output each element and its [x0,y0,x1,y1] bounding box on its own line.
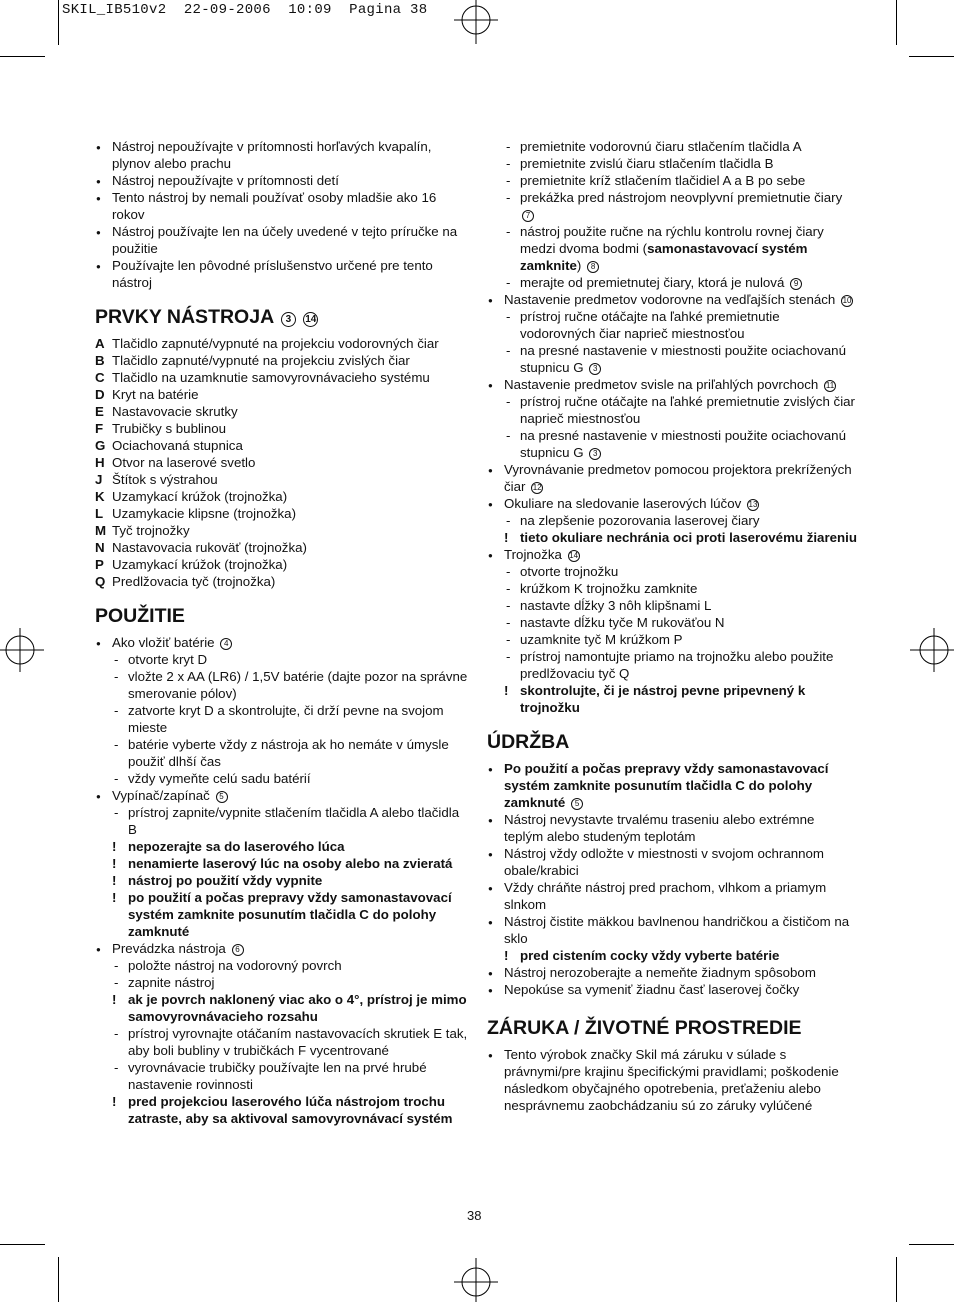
part-text: Kryt na batérie [112,387,199,402]
part-text: Uzamykacie klipsne (trojnožka) [112,506,297,521]
list-item: ● Nástroj vždy odložte v miestnosti v svojom ochrannom obale/krabici [487,845,857,879]
warning-item: ! pred projekciou laserového lúča nástrojom trochu zatraste, aby sa aktivoval samovyrovnávací systém [112,1094,453,1126]
warning-item: ! tieto okuliare nechránia oci proti laserovému žiareniu [504,530,857,545]
crop-mark [58,1257,59,1302]
sub-item: - prístroj ručne otáčajte na ľahké premietnutie zvislých čiar naprieč miestnosťou [506,394,855,426]
list-item: ● Ako vložiť batérie 4 [95,634,470,651]
ref-number: 6 [232,944,244,956]
sub-item: - položte nástroj na vodorovný povrch [114,958,342,973]
section-heading-parts: PRVKY NÁSTROJA 3 14 [95,306,317,328]
warning-item: ! po použití a počas prepravy vždy samonastavovací systém zamknite posunutím tlačidla C do polohy zamknuté [112,890,452,939]
sub-item: - prístroj zapnite/vypnite stlačením tlačidla A alebo tlačidla B [114,805,460,837]
sub-item: - prekážka pred nástrojom neovplyvní premietnutie čiary 7 [506,190,843,220]
list-item: ● Okuliare na sledovanie laserových lúčov 13 [487,495,857,512]
sub-item: - uzamknite tyč M krúžkom P [506,632,683,647]
parts-list-item [95,522,470,539]
part-letter: B [95,353,105,368]
parts-list-item [95,556,470,573]
part-text: Predlžovacia tyč (trojnožka) [112,574,276,589]
list-item: ● Vždy chráňte nástroj pred prachom, vlhkom a priamym slnkom [487,879,857,913]
registration-mark-icon [0,628,44,672]
ref-number: 3 [589,363,601,375]
ref-number: 10 [842,296,852,305]
list-item: ● Nepokúse sa vymeniť žiadnu časť laserovej čočky [487,981,857,998]
crop-mark [909,56,954,57]
warning-item: ! pred cistením cocky vždy vyberte batérie [504,948,780,963]
sub-item: - merajte od premietnutej čiary, ktorá je nulová 9 [487,274,857,291]
list-item: ● Nastavenie predmetov svisle na priľahlých povrchoch 11 [487,376,857,393]
crop-mark [0,1244,45,1245]
part-letter: K [95,489,105,504]
part-text: Otvor na laserové svetlo [112,455,256,470]
sub-item: - zapnite nástroj [114,975,215,990]
part-text: Tlačidlo zapnuté/vypnuté na projekciu vodorovných čiar [112,336,439,351]
parts-list-item [95,454,470,471]
sub-item: - prístroj ručne otáčajte na ľahké premietnutie vodorovných čiar naprieč miestnosťou [506,309,780,341]
part-letter: Q [95,574,106,589]
part-letter: A [95,336,105,351]
parts-list-item [95,335,470,352]
part-letter: F [95,421,104,436]
parts-list-item [95,369,470,386]
warning-item: ! nástroj po použití vždy vypnite [112,873,323,888]
part-text: Trubičky s bublinou [112,421,227,436]
list-item: ● Nástroj nerozoberajte a nemeňte žiadnym spôsobom [487,964,857,981]
part-text: Tyč trojnožky [112,523,190,538]
sub-item: - premietnite vodorovnú čiaru stlačením tlačidla A [506,139,802,154]
crop-mark [58,0,59,45]
sub-item: - prístroj namontujte priamo na trojnožku alebo použite predlžovaciu tyč Q [506,649,834,681]
parts-list-item [95,539,470,556]
printer-slug: SKIL_IB510v2 22-09-2006 10:09 Pagina 38 [62,2,428,18]
part-letter: N [95,540,105,555]
crop-mark [909,1244,954,1245]
ref-number: 3 [281,312,296,327]
registration-mark-icon [454,0,498,44]
sub-item: - premietnite kríž stlačením tlačidiel A a B po sebe [506,173,806,188]
part-letter: M [95,523,107,538]
sub-item: - prístroj vyrovnajte otáčaním nastavovacích skrutiek E tak, aby boli bubliny v trubičkách F vycentrované [114,1026,468,1058]
list-item: ● Nástroj čistite mäkkou bavlnenou handričkou a čističom na sklo [487,913,857,947]
parts-list-item [95,471,470,488]
parts-list-item [95,488,470,505]
list-item: ● Nástroj používajte len na účely uvedené v tejto príručke na použitie [95,223,470,257]
sub-item: - premietnite zvislú čiaru stlačením tlačidla B [506,156,774,171]
ref-number: 12 [532,483,542,492]
sub-item: - na presné nastavenie v miestnosti použite ociachovanú stupnicu G 3 [506,428,846,460]
sub-item: - nástroj použite ručne na rýchlu kontrolu rovnej čiary medzi dvoma bodmi (samonastavovací systém zamknite) 8 [506,224,824,273]
part-text: Uzamykací krúžok (trojnožka) [112,489,288,504]
sub-item: - vyrovnávacie trubičky používajte len na prvé hrubé nastavenie rovinnosti [114,1060,427,1092]
list-item: ● Nástroj nepoužívajte v prítomnosti detí [95,172,470,189]
sub-item: - otvorte trojnožku [506,564,619,579]
list-item: ● Nástroj nevystavte trvalému traseniu alebo extrémne teplým alebo studeným teplotám [487,811,857,845]
left-column [95,138,470,1127]
section-heading-use: POUŽITIE [95,605,185,627]
parts-list-item [95,437,470,454]
ref-number: 11 [825,381,835,390]
part-letter: C [95,370,105,385]
part-letter: H [95,455,105,470]
sub-item: - zatvorte kryt D a skontrolujte, či drží pevne na svojom mieste [114,703,444,735]
ref-number: 7 [522,210,534,222]
parts-list-item [95,386,470,403]
part-text: Nastavovacie skrutky [112,404,238,419]
crop-mark [896,0,897,45]
ref-number: 5 [216,791,228,803]
sub-item: - krúžkom K trojnožku zamknite [506,581,698,596]
list-item: ● Tento výrobok značky Skil má záruku v súlade s právnymi/pre krajinu špecifickými pravidlami; poškodenie následkom obyčajného opotrebenia, preťaženiu alebo nesprávnemu zaobchádzaniu sú zo záruky vylúčené [487,1046,857,1114]
ref-number: 5 [571,798,583,810]
list-item: ● Po použití a počas prepravy vždy samonastavovací systém zamknite posunutím tlačidla C do polohy zamknuté 5 [487,760,857,811]
warning-item: ! skontrolujte, či je nástroj pevne pripevnený k trojnožku [504,683,806,715]
section-heading-maintenance: ÚDRŽBA [487,731,570,753]
part-text: Tlačidlo zapnuté/vypnuté na projekciu zvislých čiar [112,353,410,368]
part-letter: G [95,438,106,453]
warning-item: ! ak je povrch naklonený viac ako o 4°, prístroj je mimo samovyrovnávacieho rozsahu [112,992,467,1024]
right-column [487,138,857,1114]
list-item: ● Prevádzka nástroja 6 [95,940,470,957]
crop-mark [896,1257,897,1302]
registration-mark-icon [910,628,954,672]
ref-number: 3 [589,448,601,460]
parts-list-item [95,505,470,522]
sub-item: - vložte 2 x AA (LR6) / 1,5V batérie (dajte pozor na správne smerovanie pólov) [114,669,468,701]
part-text: Uzamykací krúžok (trojnožka) [112,557,288,572]
part-text: Ociachovaná stupnica [112,438,243,453]
sub-item: - otvorte kryt D [114,652,208,667]
section-heading-warranty: ZÁRUKA / ŽIVOTNÉ PROSTREDIE [487,1017,802,1039]
sub-item: - na zlepšenie pozorovania laserovej čiary [506,513,760,528]
part-letter: J [95,472,103,487]
part-letter: E [95,404,104,419]
ref-number: 9 [790,278,802,290]
part-text: Štítok s výstrahou [112,472,218,487]
ref-number: 4 [220,638,232,650]
parts-list-item [95,403,470,420]
warning-item: ! nenamierte laserový lúc na osoby alebo na zvieratá [112,856,453,871]
parts-list-item [95,420,470,437]
list-item: ● Trojnožka 14 [487,546,857,563]
list-item: ● Nastavenie predmetov vodorovne na vedľajších stenách 10 [487,291,857,308]
sub-item: - na presné nastavenie v miestnosti použite ociachovanú stupnicu G 3 [506,343,846,375]
page-number: 38 [467,1208,482,1223]
registration-mark-icon [454,1258,498,1302]
warning-item: ! nepozerajte sa do laserového lúca [112,839,345,854]
crop-mark [0,56,45,57]
sub-item: - vždy vymeňte celú sadu batérií [114,771,311,786]
part-letter: L [95,506,104,521]
part-text: Nastavovacia rukoväť (trojnožka) [112,540,307,555]
list-item: ● Tento nástroj by nemali používať osoby mladšie ako 16 rokov [95,189,470,223]
list-item: ● Vyrovnávanie predmetov pomocou projektora prekrížených čiar 12 [487,461,857,495]
sub-item: - batérie vyberte vždy z nástroja ak ho nemáte v úmysle použiť dlhší čas [114,737,449,769]
ref-number: 14 [569,551,579,560]
part-letter: D [95,387,105,402]
ref-number: 8 [587,261,599,273]
parts-list-item [95,352,470,369]
list-item: ● Používajte len pôvodné príslušenstvo určené pre tento nástroj [95,257,470,291]
parts-list-item [95,573,470,590]
sub-item: - nastavte dĺžku tyče M rukoväťou N [506,615,725,630]
part-text: Tlačidlo na uzamknutie samovyrovnávacieho systému [112,370,430,385]
sub-item: - nastavte dĺžky 3 nôh klipšnami L [506,598,712,613]
ref-number: 14 [305,314,317,325]
part-letter: P [95,557,104,572]
list-item: ● Nástroj nepoužívajte v prítomnosti horľavých kvapalín, plynov alebo prachu [95,138,470,172]
ref-number: 13 [748,500,758,509]
list-item: ● Vypínač/zapínač 5 [95,787,470,804]
